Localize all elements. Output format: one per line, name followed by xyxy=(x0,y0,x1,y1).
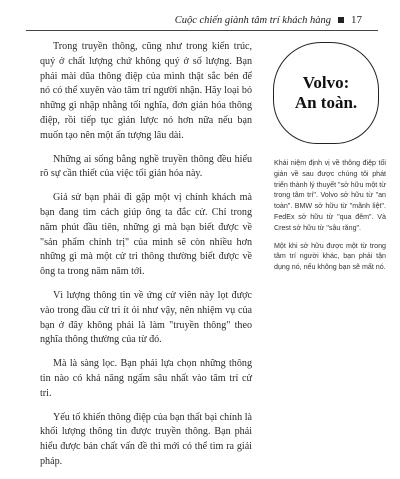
body-paragraph: Vì lượng thông tin về ứng cử viên này lọt được vào trong đầu cử tri ít ỏi như vậy, nên nhiệm vụ của bạn ở đây không phải là làm "truyền thông" theo nghĩa thông thường của từ đó. xyxy=(40,289,252,346)
square-bullet-icon xyxy=(338,17,344,23)
body-paragraph: Yếu tố khiến thông điệp của bạn thất bại chính là khối lượng thông tin được truyền thông. Bạn phải hiểu được bản chất vấn đề thì mới có thể tìm ra giải pháp. xyxy=(40,411,252,467)
main-text-column xyxy=(40,40,252,479)
body-paragraph: Trong truyền thông, cũng như trong kiến trúc, quý ở chất lượng chứ không quý ở số lượng. Bạn phải mài dũa thông điệp của mình thật sắc bén để nó có thể xuyên vào tâm trí người nhận. Hãy loại bỏ những gì nhập nhằng tối nghĩa, đơn giản hóa thông điệp, rồi tiếp tục giản lược nó hơn nữa nếu bạn muốn tạo nên một ấn tượng lâu dài. xyxy=(40,41,252,141)
body-paragraph: Những ai sống bằng nghề truyền thông đều hiểu rõ sự cần thiết của việc tối giản hóa này. xyxy=(40,153,252,180)
callout-line-1: Volvo: xyxy=(302,73,350,92)
running-head xyxy=(175,14,362,26)
side-note-paragraph: Khái niệm định vị về thông điệp tối giản về sau được chúng tôi phát triển thành lý thuyết "sở hữu một từ trong tâm trí". Volvo sở hữu từ "an toàn". BMW sở hữu từ "mãnh liệt". FedEx sở hữu từ "qua đêm". Và Crest sở hữu từ "sâu răng". xyxy=(274,159,386,232)
callout-bubble xyxy=(273,42,379,144)
side-note xyxy=(274,158,386,280)
body-paragraph: Giả sử bạn phải đi gặp một vị chính khách mà bạn đang tìm cách giúp ông ta đắc cử. Chỉ trong năm phút đầu tiên, những gì mà bạn biết được về "sản phẩm chính trị" của mình sẽ còn nhiều hơn những gì mà một cử tri thông thường biết được về ông ta trong năm năm tới. xyxy=(40,192,252,278)
body-paragraph: Mà là sàng lọc. Bạn phải lựa chọn những thông tin nào có khả năng ngấm sâu nhất vào tâm trí cử tri. xyxy=(40,358,252,399)
side-note-paragraph: Một khi sở hữu được một từ trong tâm trí người khác, bạn phải tận dụng nó, nếu không bạn sẽ mất nó. xyxy=(274,241,386,272)
running-title: Cuộc chiến giành tâm trí khách hàng xyxy=(174,14,331,26)
header-divider xyxy=(26,30,378,31)
callout-line-2: An toàn. xyxy=(294,93,358,112)
page-number: 17 xyxy=(351,14,362,26)
